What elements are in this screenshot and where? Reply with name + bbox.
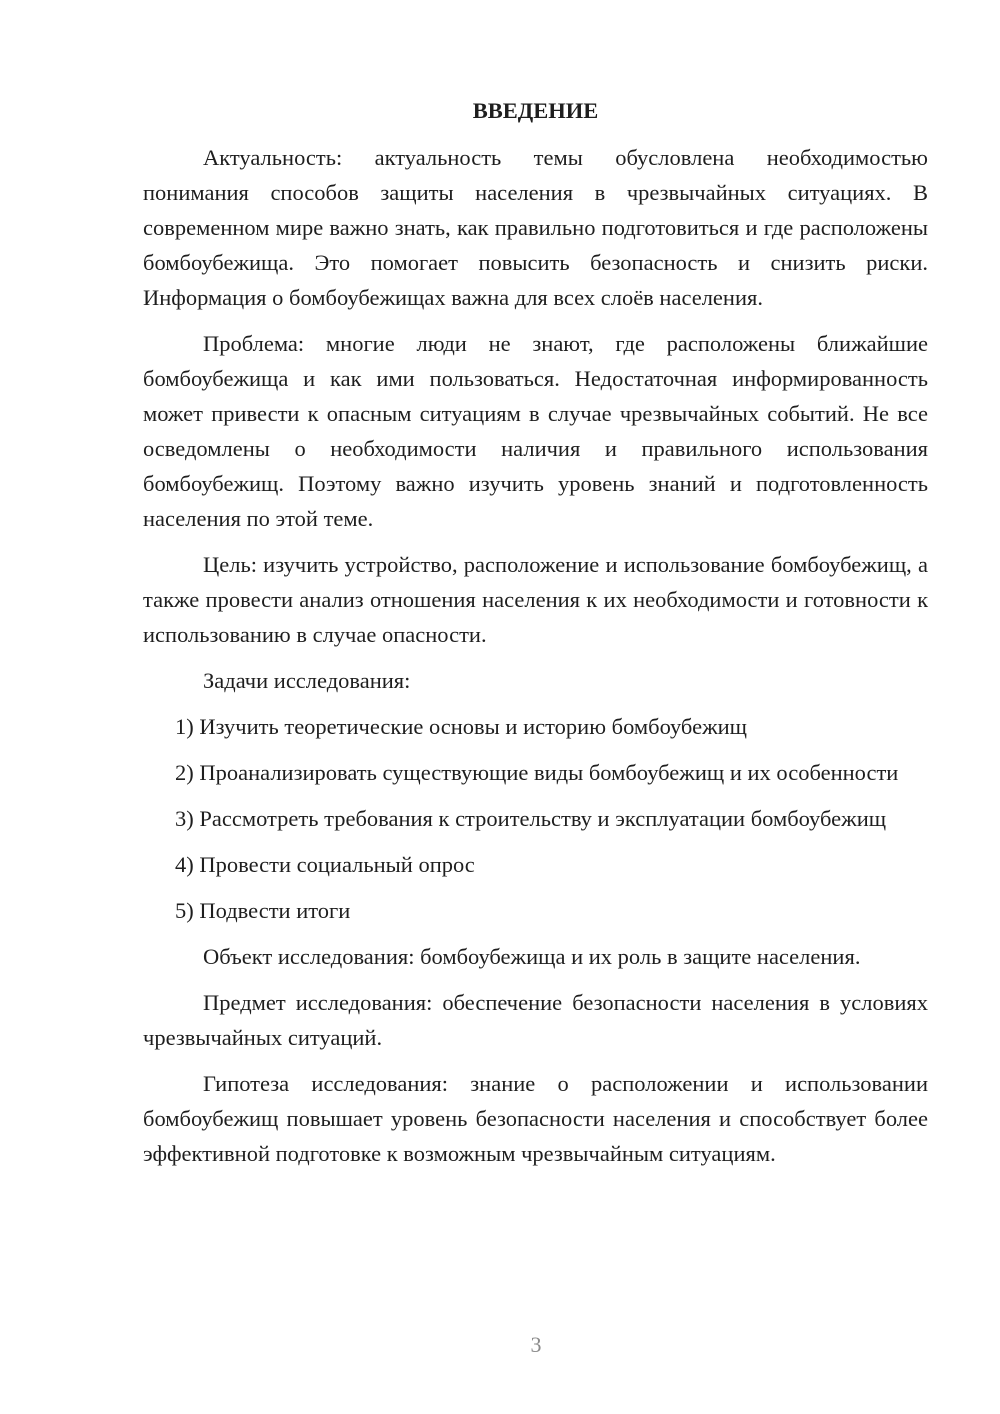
paragraph-goal: Цель: изучить устройство, расположение и использование бомбоубежищ, а также провести анализ отношения населения к их необходимости и готовности к использованию в случае опасности.	[143, 552, 928, 647]
page-number: 3	[530, 1332, 542, 1357]
task-item-5: 5) Подвести итоги	[175, 898, 351, 923]
task-item-4: 4) Провести социальный опрос	[175, 852, 475, 877]
section-title: ВВЕДЕНИЕ	[472, 98, 599, 123]
task-item-1: 1) Изучить теоретические основы и историю бомбоубежищ	[175, 714, 747, 739]
paragraph-problem: Проблема: многие люди не знают, где расположены ближайшие бомбоубежища и как ими пользоваться. Недостаточная информированность может привести к опасным ситуациям в случае чрезвычайных событий. Не все осведомлены о необходимости наличия и правильного использования бомбоубежищ. Поэтому важно изучить уровень знаний и подготовленность населения по этой теме.	[143, 331, 928, 531]
paragraph-tasks-heading: Задачи исследования:	[203, 668, 411, 693]
paragraph-relevance: Актуальность: актуальность темы обусловлена необходимостью понимания способов защиты населения в чрезвычайных ситуациях. В современном мире важно знать, как правильно подготовиться и где расположены бомбоубежища. Это помогает повысить безопасность и снизить риски. Информация о бомбоубежищах важна для всех слоёв населения.	[143, 145, 928, 310]
task-item-2: 2) Проанализировать существующие виды бомбоубежищ и их особенности	[175, 760, 899, 785]
task-item-3: 3) Рассмотреть требования к строительству и эксплуатации бомбоубежищ	[175, 806, 887, 831]
page-content	[143, 93, 928, 1182]
paragraph-subject: Предмет исследования: обеспечение безопасности населения в условиях чрезвычайных ситуаций.	[143, 990, 928, 1050]
paragraph-hypothesis: Гипотеза исследования: знание о расположении и использовании бомбоубежищ повышает уровень безопасности населения и способствует более эффективной подготовке к возможным чрезвычайным ситуациям.	[143, 1071, 928, 1166]
paragraph-object: Объект исследования: бомбоубежища и их роль в защите населения.	[203, 944, 861, 969]
